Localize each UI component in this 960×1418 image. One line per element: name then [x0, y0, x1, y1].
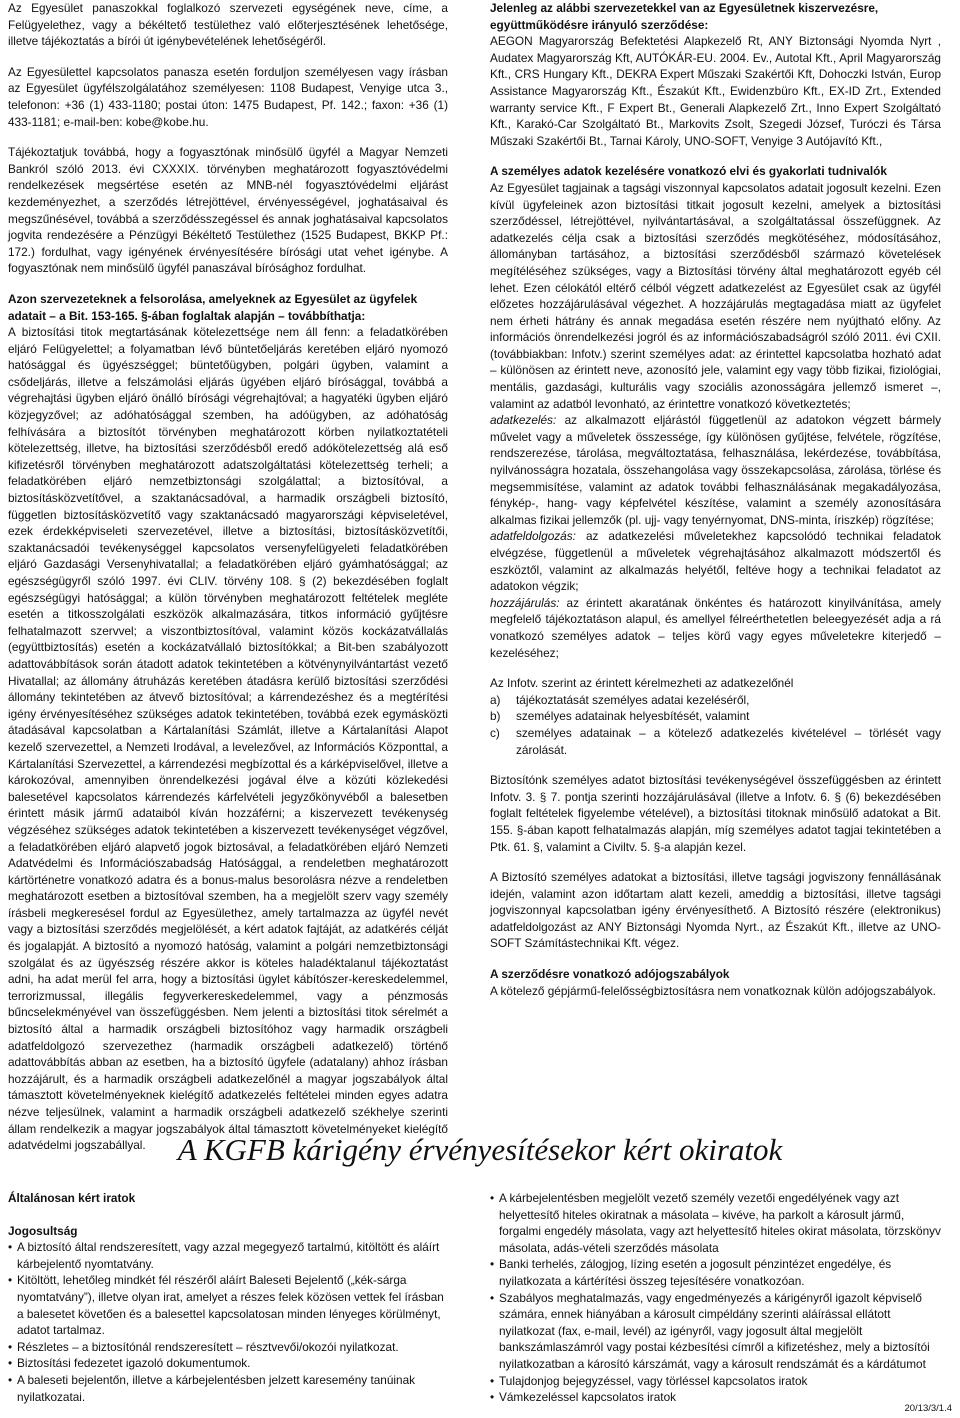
rights-list — [490, 692, 941, 758]
list-item-text: személyes adatainak – a kötelező adatkezelés kivételével – törlését vagy zárolását. — [516, 725, 941, 757]
complaint-intro-paragraph: Az Egyesület panaszokkal foglalkozó szervezeti egységének neve, címe, a Felügyelethez, vagy a békéltető testülethez való előterjesztésének lehetősége, illetve tájékoztatás a bírói út igénybevételének lehetőségéről. — [8, 1, 448, 49]
list-item: • A biztosító által rendszeresített, vagy azzal megegyező tartalmú, kitöltött és aláírt kárbejelentő nyomtatvány. — [8, 1239, 448, 1272]
list-item — [490, 708, 941, 725]
definition-data-processing — [490, 412, 941, 528]
list-item: • Kitöltött, lehetőleg mindkét fél részéről aláírt Baleseti Bejelentő („kék-sárga nyomtatvány”), illetve olyan irat, amelyet a részes felek közösen vettek fel írásban a balesetet követően és a balesettel kapcsolatosan minden lényeges körülményt, adatot tartalmaz. — [8, 1272, 448, 1338]
list-item: • A baleseti bejelentőn, illetve a kárbejelentésben jelzett karesemény tanúinak nyilatkozatai. — [8, 1372, 448, 1405]
list-item: • Biztosítási fedezetet igazoló dokumentumok. — [8, 1355, 448, 1372]
definition-data-handling — [490, 528, 941, 594]
list-item — [490, 692, 941, 709]
outsourcing-heading: Jelenleg az alábbi szervezetekkel van az Egyesületnek kiszervezésre, együttműködésre irányuló szerződése: — [490, 1, 879, 32]
definition-text: az érintett akaratának önkéntes és határozott kinyilvánítása, amely megfelelő tájékoztatáson alapul, és amellyel félreérthetetlen beleegyezését adja a rá vonatkozó személyes adatok – teljes körű vagy egyes műveletekre kiterjedő – kezeléséhez; — [490, 595, 941, 660]
eligibility-list — [8, 1239, 448, 1405]
additional-documents-list — [490, 1190, 941, 1406]
list-marker: a) — [490, 692, 501, 707]
definition-term: hozzájárulás: — [490, 595, 560, 610]
list-item: • A kárbejelentésben megjelölt vezető személy vezetői engedélyének vagy azt helyettesítő hiteles okiratnak a másolata – kivéve, ha parkolt a károsult jármű, forgalmi engedély másolata, vagy azt helyettesítő hiteles okirat másolata, törzskönyv másolata, adás-vételi szerződés másolata — [490, 1190, 941, 1256]
definition-text: az adatkezelési műveletekhez kapcsolódó technikai feladatok elvégzése, függetlenül a műveletek végrehajtásához alkalmazott módszertől és eszköztől, valamint az alkalmazás helyétől, feltéve hogy a technikai feladatot az adatokon végzik; — [490, 529, 941, 594]
definition-term: adatfeldolgozás: — [490, 529, 576, 544]
legal-basis-paragraph: Biztosítónk személyes adatot biztosítási tevékenységével összefüggésben az érintett Infotv. 3. § 7. pontja szerinti hozzájárulásával (illetve a Infotv. 6. § (6) bekezdésében foglalt feltételek figyelembe vételével), a biztosítási titoknak minősülő adatokat a Bit. 155. §-ában kapott felhatalmazás alapján, míg személyes adatot tagjai tekintetében a Ptk. 61. §, valamint a Civiltv. 5. §-a alapján kezel. — [490, 773, 941, 854]
data-transfer-heading: Azon szervezeteknek a felsorolása, amelyeknek az Egyesület az ügyfelek adatait – a Bit. 153-165. §-ában foglaltak alapján – továbbíthatja: — [8, 291, 418, 323]
list-item: • Banki terhelés, zálogjog, lízing esetén a jogosult pénzintézet engedélye, és nyilatkozata a kártérítési összeg tejesítésére vonatkozóan. — [490, 1256, 941, 1289]
definition-term: adatkezelés: — [490, 413, 557, 428]
list-item-text: személyes adatainak helyesbítését, valamint — [516, 709, 750, 724]
tax-paragraph: A kötelező gépjármű-felelősségbiztosításra nem vonatkoznak külön adójogszabályok. — [490, 983, 936, 998]
section-title: A KGFB kárigény érvényesítésekor kért okiratok — [177, 1132, 783, 1167]
general-documents-section — [8, 1190, 448, 1405]
page-code: 20/13/3/1.4 — [904, 1403, 952, 1414]
tax-heading: A szerződésre vonatkozó adójogszabályok — [490, 967, 730, 982]
definition-text: az alkalmazott eljárástól függetlenül az adatokon végzett bármely művelet vagy a műveletek összessége, így különösen gyűjtése, felvétele, rögzítése, rendszerezése, tárolása, megváltoztatása, felhasználása, lekérdezése, továbbítása, nyilvánosságra hozatala, összehangolása vagy összekapcsolása, zárolása, törlése és megsemmisítése, valamint az adatok további felhasználásának megakadályozása, fénykép-, hang- vagy képfelvétel készítése, valamint a személy azonosítására alkalmas fizikai jellemzők (pl. ujj- vagy tenyérnyomat, DNS-minta, íriszkép) rögzítése; — [490, 413, 941, 527]
mnb-paragraph: Tájékoztatjuk továbbá, hogy a fogyasztónak minősülő ügyfél a Magyar Nemzeti Bankról szóló 2013. évi CXXXIX. törvényben meghatározott fogyasztóvédelmi rendelkezések megsértése esetén az MNB-nél fogyasztóvédelmi eljárást kezdeményezhet, a szerződés létrejöttével, érvényességével, joghatásaival és megszűnésével, továbbá a szerződésszegéssel és annak joghatásaival kapcsolatos jogvita rendezésére a Pénzügyi Békéltető Testülethez (1525 Budapest, BKKP Pf.: 172.) fordulhat, vagy igényének érvényesítésére bírósági utat vehet igénybe. A fogyasztónak nem minősülő ügyfél panaszával bírósághoz fordulhat. — [8, 145, 448, 276]
eligibility-heading: Jogosultság — [8, 1223, 78, 1238]
general-documents-heading: Általánosan kért iratok — [8, 1191, 136, 1205]
insurance-secret-paragraph: A biztosítási titok megtartásának kötelezettsége nem áll fenn: a feladatkörében eljáró Felügyelettel; a folyamatban lévő büntetőeljárás keretében eljáró nyomozó hatósággal és ügyészséggel; büntetőügyben, polgári ügyben, valamint a csődeljárás, illetve a felszámolási eljárás ügyében eljáró bírósággal, továbbá a végrehajtási ügyben eljáró önálló bírósági végrehajtóval; a hagyatéki ügyben eljáró közjegyzővel; az adóhatósággal szemben, ha adóügyben, az adóhatóság felhívására a biztosítót törvényben meghatározott körben nyilatkoztatételi kötelezettség, illetve, ha biztosítási szerződésből eredő adókötelezettség alá eső kifizetésről törvényben meghatározott adatszolgáltatási kötelezettség terheli; a feladatkörében eljáró nemzetbiztonsági szolgálattal; a biztosítóval, a biztosításközvetítővel, a szaktanácsadóval, a harmadik országbeli biztosító, független biztosításközvetítő vagy szaktanácsadó magyarországi képviseletével, ezek érdekképviseleti szervezetével, illetve a biztosítási, biztosításközvetítői, szaktanácsadói tevékenységgel kapcsolatos versenyfelügyeleti feladatkörében eljáró Gazdasági Versenyhivatallal; a feladatkörében eljáró gyámhatósággal; az egészségügyről szóló 1997. évi CLIV. törvény 108. § (2) bekezdésében foglalt egészségügyi hatósággal; a külön törvényben meghatározott feltételek megléte esetén a titkosszolgálati eszközök alkalmazására, titkos információ gyűjtésre felhatalmazott szervvel; a viszontbiztosítóval, valamint közös kockázatvállalás (együttbiztosítás) esetén a kockázatvállaló biztosítókkal; a Bit-ben szabályozott adattovábbítások során átadott adatok tekintetében a kötvénynyilvántartást vezető Hivatallal; az állomány átruházás keretében átadásra kerülő biztosítási szerződési állomány tekintetében az átvevő biztosítóval; a kárrendezéshez és a megtérítési igény érvényesítéséhez szükséges adatok tekintetében, továbbá ezek egymásközti átadásával kapcsolatban a Kártalanítási Számlát, illetve a Kártalanítási Alapot kezelő szervezettel, a Nemzeti Irodával, a levelezővel, az Információs Központtal, a Kártalanítási Szervezettel, a kárrendezési megbízottal és a kárképviselővel, illetve a károkozóval, amennyiben önrendelkezési jogával élve a közúti közlekedési balesetével kapcsolatos kárrendezés kárfelvételi jegyzőkönyvéből a balesetben érintett másik jármű adataiból kíván hozzáférni; a kiszervezett tevékenység végzéséhez szükséges adatok tekintetében a kiszervezett tevékenységet végzővel, a feladatkörében eljáró alapvető jogok biztosával, a feladatkörében eljáró Nemzeti Adatvédelmi és Információszabadság Hatósággal, a rendeletben meghatározott kártörténetre vonatkozó adatra és a bonus-malus besorolásra nézve a rendeletben meghatározott esetben a biztosítóval szemben, ha a megjelölt szerv vagy személy írásbeli megkeresésel fordul az Egyesülethez, amely tartalmazza az ügyfél nevét vagy a biztosítási szerződés megjelölését, a kért adatok fajtáját, az adatkérés célját és jogalapját. A biztosító a nyomozó hatóság, valamint a polgári nemzetbiztonsági szolgálat és az ügyészség részére akkor is köteles haladéktalanul tájékoztatást adni, ha adat merül fel arra, hogy a biztosítási ügylet kábítószer-kereskedelemmel, terrorizmussal, illegális fegyverkereskedelemmel, vagy a pénzmosás bűncselekményével van összefüggésben. Nem jelenti a biztosítási titok sérelmét a biztosító által a harmadik országbeli biztosítóhoz vagy harmadik országbeli adatfeldolgozó szervezethez (harmadik országbeli adatkezelő) történő adattovábbítás abban az esetben, ha a biztosító ügyfele (adatalany) ahhoz írásban hozzájárult, és a harmadik országbeli adatkezelőnél a magyar jogszabályok által támasztott követelményeknek kielégítő adatkezelés feltételei minden egyes adatra nézve teljesülnek, valamint a harmadik országbeli adatkezelő székhelye szerinti állam rendelkezik a magyar jogszabályok által támasztott követelményeket kielégítő adatvédelmi jogszabállyal. — [8, 325, 448, 1153]
rights-intro: Az Infotv. szerint az érintett kérelmezheti az adatkezelőnél — [490, 676, 794, 691]
list-marker: c) — [490, 725, 500, 740]
list-item: • Szabályos meghatalmazás, vagy engedményezés a kárigényről igazolt képviselő számára, ennek hiányában a károsult cimpéldány szerinti aláírással ellátott nyilatkozat (fax, e-mail, levél) az igényről, vagy jogosult által megjelölt bankszámlaszámról vagy postai kézbesítési címről a kifizetéshez, mely a biztosítói nyilatkozatban a károsító kárszámát, vagy a károsult rendszámát és a kárdátumot — [490, 1290, 941, 1373]
list-item-text: tájékoztatását személyes adatai kezeléséről, — [516, 692, 750, 707]
outsourcing-partners-paragraph: AEGON Magyarország Befektetési Alapkezelő Rt, ANY Biztonsági Nyomda Nyrt , Audatex Magyarország Kft, AUTÓKÁR-EU. 2004. Ev., Autotal Kft., April Magyarország Kft., CRS Hungary Kft., DEKRA Expert Műszaki Szakértői Kft, Dohoczki István, Europ Assistance Magyarország Kft., Északút Kft., Ewidenzbüro Kft., EX-ID Zrt., Extended warranty service Kft., F Expert Bt., Generali Alapkezelő Zrt., Inno Expert Szolgáltató Kft., Karakó-Car Szolgáltató Bt., Markovits Zsolt, Szegedi József, Turóczi és Társa Műszaki Szakértői Bt., Tarnai Károly, UNO-SOFT, Venyige 3 Autójavító Kft., — [490, 34, 941, 148]
right-column — [490, 0, 941, 1013]
retention-paragraph: A Biztosító személyes adatokat a biztosítási, illetve tagsági jogviszony fennállásának idején, valamint azon időtartam alatt kezeli, ameddig a biztosítási, illetve tagsági jogviszonnyal kapcsolatban igény érvényesíthető. A Biztosító részére (elektronikus) adatfeldolgozást az ANY Biztonsági Nyomda Nyrt., az Északút Kft., illetve az UNO-SOFT Számítástechnikai Kft. végez. — [490, 870, 941, 951]
list-item: • Részletes – a biztosítónál rendszeresített – résztvevői/okozói nyilatkozat. — [8, 1339, 448, 1356]
list-marker: b) — [490, 709, 501, 724]
additional-documents-section — [490, 1190, 941, 1406]
personal-data-paragraph: Az Egyesület tagjainak a tagsági viszonnyal kapcsolatos adatait jogosult kezelni. Ezen kívül ügyfeleinek azon biztosítási titkait jogosult kezelni, amelyek a biztosítási szerződéssel, létrejöttével, nyilvántartásával, a szolgáltatással összefüggnek. Az adatkezelés célja csak a biztosítási szerződés megkötéséhez, módosításához, állományban tartásához, a biztosítási szerződésből származó követelések megítéléséhez szükséges, vagy a Biztosítási törvény által meghatározott egyéb cél lehet. Ezen célokától eltérő célból végzett adatkezelést az Egyesület csak az ügyfél előzetes hozzájárulásával végezhet. A hozzájárulás megtagadása miatt az ügyfelet nem érheti hátrány és annak megadása esetén részére nem nyújtható előny. Az információs önrendelkezési jogról és az információszabadságról szóló 2011. évi CXII. (továbbiakban: Infotv.) szerint személyes adat: az érintettel kapcsolatba hozható adat – különösen az érintett neve, azonosító jele, valamint egy vagy több fizikai, fiziológiai, mentális, gazdasági, kulturális vagy szociális azonosságára jellemző ismeret –, valamint az adatból levonható, az érintettre vonatkozó következtetés; — [490, 180, 941, 411]
left-column — [8, 0, 448, 1168]
definition-consent — [490, 595, 941, 661]
list-item: • Vámkezeléssel kapcsolatos iratok — [490, 1389, 941, 1406]
personal-data-heading: A személyes adatok kezelésére vonatkozó elvi és gyakorlati tudnivalók — [490, 164, 887, 179]
contact-paragraph: Az Egyesülettel kapcsolatos panasza esetén forduljon személyesen vagy írásban az Egyesület ügyfélszolgálatához személyesen: 1108 Budapest, Venyige utca 3., telefonon: +36 (1) 433-1180; postai úton: 1475 Budapest, Pf. 142.; faxon: +36 (1) 433-1181; e-mail-ben: kobe@kobe.hu. — [8, 64, 448, 129]
list-item — [490, 725, 941, 758]
list-item: • Tulajdonjog bejegyzéssel, vagy törléssel kapcsolatos iratok — [490, 1373, 941, 1390]
